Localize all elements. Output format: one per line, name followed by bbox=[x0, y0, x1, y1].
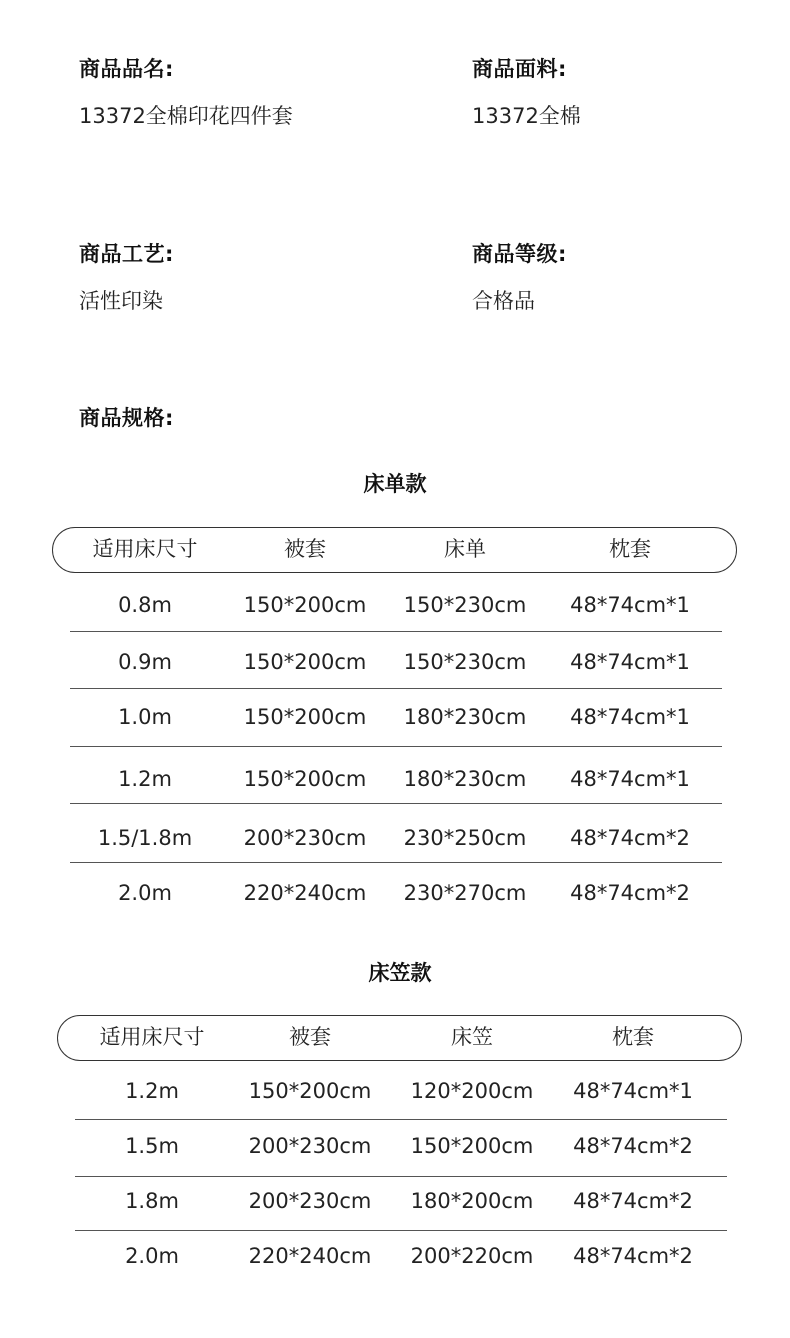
table-cell: 200*230cm bbox=[243, 826, 367, 850]
table-header-cell: 被套 bbox=[284, 537, 326, 561]
table-header-cell: 适用床尺寸 bbox=[99, 1025, 205, 1049]
table-cell: 200*220cm bbox=[410, 1244, 534, 1268]
table-header-cell: 适用床尺寸 bbox=[92, 537, 198, 561]
table-cell: 2.0m bbox=[125, 1244, 179, 1268]
table-cell: 150*230cm bbox=[403, 650, 527, 674]
craft-label: 商品工艺: bbox=[79, 242, 174, 266]
table-cell: 1.8m bbox=[125, 1189, 179, 1213]
table-cell: 220*240cm bbox=[248, 1244, 372, 1268]
table-cell: 0.9m bbox=[118, 650, 172, 674]
table-cell: 48*74cm*1 bbox=[570, 593, 690, 617]
table-cell: 1.0m bbox=[118, 705, 172, 729]
fitted-sheet-table-title: 床笠款 bbox=[368, 961, 432, 985]
grade-label: 商品等级: bbox=[472, 242, 567, 266]
table-cell: 48*74cm*1 bbox=[570, 705, 690, 729]
table-row-divider bbox=[75, 1230, 727, 1231]
table-cell: 48*74cm*2 bbox=[573, 1244, 693, 1268]
table-cell: 150*200cm bbox=[243, 767, 367, 791]
table-cell: 150*200cm bbox=[243, 593, 367, 617]
table-cell: 220*240cm bbox=[243, 881, 367, 905]
table-cell: 200*230cm bbox=[248, 1134, 372, 1158]
table-cell: 48*74cm*2 bbox=[570, 826, 690, 850]
table-cell: 150*200cm bbox=[248, 1079, 372, 1103]
table-cell: 48*74cm*1 bbox=[570, 650, 690, 674]
table-header-cell: 枕套 bbox=[612, 1025, 654, 1049]
table-cell: 230*250cm bbox=[403, 826, 527, 850]
table-cell: 150*230cm bbox=[403, 593, 527, 617]
table-cell: 0.8m bbox=[118, 593, 172, 617]
table-row-divider bbox=[70, 631, 722, 632]
table-row-divider bbox=[70, 862, 722, 863]
table-cell: 180*230cm bbox=[403, 767, 527, 791]
product-name-value: 13372全棉印花四件套 bbox=[79, 104, 293, 128]
table-cell: 150*200cm bbox=[243, 650, 367, 674]
table-row-divider bbox=[70, 746, 722, 747]
craft-value: 活性印染 bbox=[79, 289, 163, 313]
table-row-divider bbox=[75, 1176, 727, 1177]
table-cell: 230*270cm bbox=[403, 881, 527, 905]
table-cell: 200*230cm bbox=[248, 1189, 372, 1213]
table-header-cell: 床笠 bbox=[451, 1025, 493, 1049]
table-header-cell: 被套 bbox=[289, 1025, 331, 1049]
table-cell: 1.5/1.8m bbox=[97, 826, 193, 850]
fabric-value: 13372全棉 bbox=[472, 104, 581, 128]
table-cell: 48*74cm*2 bbox=[573, 1134, 693, 1158]
table-cell: 1.2m bbox=[125, 1079, 179, 1103]
table-header-cell: 枕套 bbox=[609, 537, 651, 561]
table-cell: 48*74cm*1 bbox=[570, 767, 690, 791]
table-cell: 48*74cm*2 bbox=[570, 881, 690, 905]
table-row-divider bbox=[70, 803, 722, 804]
table-header-cell: 床单 bbox=[444, 537, 486, 561]
fabric-label: 商品面料: bbox=[472, 57, 567, 81]
table-row-divider bbox=[70, 688, 722, 689]
table-cell: 1.5m bbox=[125, 1134, 179, 1158]
table-cell: 2.0m bbox=[118, 881, 172, 905]
grade-value: 合格品 bbox=[472, 289, 535, 313]
table-row-divider bbox=[75, 1119, 727, 1120]
table-cell: 120*200cm bbox=[410, 1079, 534, 1103]
table-cell: 1.2m bbox=[118, 767, 172, 791]
table-cell: 48*74cm*1 bbox=[573, 1079, 693, 1103]
table-cell: 48*74cm*2 bbox=[573, 1189, 693, 1213]
table-cell: 150*200cm bbox=[243, 705, 367, 729]
spec-label: 商品规格: bbox=[79, 406, 174, 430]
table-cell: 150*200cm bbox=[410, 1134, 534, 1158]
flat-sheet-table-title: 床单款 bbox=[363, 472, 427, 496]
product-name-label: 商品品名: bbox=[79, 57, 174, 81]
table-cell: 180*200cm bbox=[410, 1189, 534, 1213]
table-cell: 180*230cm bbox=[403, 705, 527, 729]
